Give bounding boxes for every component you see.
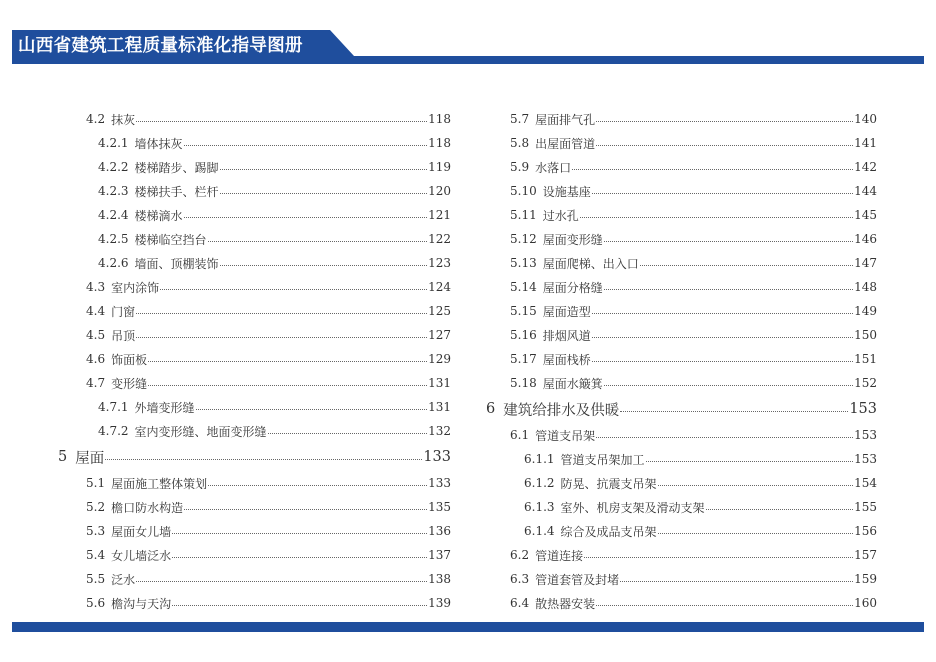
toc-entry-number: 5.8 [510,136,530,150]
document-title: 山西省建筑工程质量标准化指导图册 [18,36,303,56]
toc-entry-title: 屋面分格缝 [542,280,603,295]
toc-leader [220,169,428,170]
toc-entry [58,347,451,371]
toc-entry-title: 墙体抹灰 [134,136,183,151]
toc-entry-title: 排烟风道 [542,328,591,343]
toc-entry-number: 6.4 [510,596,530,610]
toc-page-number: 137 [428,548,451,562]
toc-page-number: 118 [428,112,451,126]
toc-page-number: 119 [428,160,451,174]
toc-entry-title: 吊顶 [111,328,136,343]
toc-leader [706,509,854,510]
toc-entry [58,543,451,567]
toc-entry [58,179,451,203]
toc-leader [604,289,853,290]
toc-entry [58,471,451,495]
toc-page-number: 144 [854,184,877,198]
toc-page-number: 152 [854,376,877,390]
toc-entry-number: 4.2.5 [98,232,129,246]
toc-entry [486,323,877,347]
toc-page-number: 123 [428,256,451,270]
toc-entry-title: 散热器安装 [535,596,596,611]
toc-entry-number: 6.3 [510,572,530,586]
toc-entry-title: 楼梯扶手、栏杆 [134,184,219,199]
toc-entry-number: 6.1.2 [524,476,555,490]
toc-entry-title: 屋面造型 [542,304,591,319]
toc-page-number: 154 [854,476,877,490]
toc-left-column [58,107,451,615]
toc-page-number: 146 [854,232,877,246]
toc-leader [640,265,853,266]
toc-page-number: 124 [428,280,451,294]
toc-entry-title: 设施基座 [542,184,591,199]
toc-entry-title: 水落口 [535,160,572,175]
toc-entry [486,471,877,495]
toc-leader [136,581,427,582]
toc-entry-title: 管道支吊架加工 [560,452,645,467]
toc-leader [604,241,853,242]
toc-leader [592,193,853,194]
toc-page-number: 129 [428,352,451,366]
toc-leader [596,121,853,122]
toc-leader [604,385,853,386]
toc-leader [184,145,428,146]
toc-entry-number: 5.6 [86,596,106,610]
toc-page-number: 136 [428,524,451,538]
toc-page-number: 147 [854,256,877,270]
toc-page-number: 141 [854,136,877,150]
toc-entry-number: 6.1.1 [524,452,555,466]
toc-entry [58,251,451,275]
toc-entry [486,275,877,299]
toc-entry-title: 过水孔 [542,208,579,223]
toc-entry-title: 室外、机房支架及滑动支架 [560,500,705,515]
toc-entry-number: 5.10 [510,184,537,198]
toc-entry [58,323,451,347]
toc-leader [136,121,427,122]
toc-entry-title: 屋面栈桥 [542,352,591,367]
toc-entry [58,419,451,443]
toc-page-number: 135 [428,500,451,514]
toc-entry-number: 6.1.3 [524,500,555,514]
toc-leader [172,557,427,558]
toc-entry [58,203,451,227]
toc-entry-number: 4.2.3 [98,184,129,198]
toc-entry-number: 4.4 [86,304,106,318]
toc-leader [592,337,853,338]
toc-entry [58,567,451,591]
toc-entry-title: 门窗 [111,304,136,319]
toc-entry-title: 室内变形缝、地面变形缝 [134,424,267,439]
toc-entry [58,395,451,419]
toc-entry-title: 屋面排气孔 [535,112,596,127]
toc-entry-title: 泛水 [111,572,136,587]
toc-entry-number: 4.2.6 [98,256,129,270]
toc-page-number: 145 [854,208,877,222]
toc-entry-title: 楼梯踏步、踢脚 [134,160,219,175]
toc-leader [646,461,854,462]
toc-entry [486,447,877,471]
toc-entry [58,519,451,543]
toc-page-number: 122 [428,232,451,246]
toc-leader [184,217,428,218]
toc-page-number: 153 [849,401,877,417]
toc-entry-number: 6.1.4 [524,524,555,538]
toc-leader [592,313,853,314]
toc-page-number: 150 [854,328,877,342]
toc-leader [105,459,422,460]
toc-entry-number: 5.11 [510,208,537,222]
toc-entry-title: 管道支吊架 [535,428,596,443]
toc-leader [658,485,854,486]
toc-leader [148,361,427,362]
toc-entry-title: 屋面 [75,450,105,467]
toc-chapter [486,395,877,423]
toc-entry-title: 外墙变形缝 [134,400,195,415]
toc-page-number: 140 [854,112,877,126]
toc-leader [268,433,428,434]
toc-entry-number: 5.15 [510,304,537,318]
toc-page-number: 133 [428,476,451,490]
toc-leader [208,485,427,486]
toc-entry-number: 4.2.4 [98,208,129,222]
toc-entry-number: 5.9 [510,160,530,174]
toc-entry-number: 4.5 [86,328,106,342]
toc-entry-title: 檐沟与天沟 [111,596,172,611]
toc-page-number: 127 [428,328,451,342]
toc-leader [596,605,853,606]
toc-page-number: 132 [428,424,451,438]
toc-leader [572,169,853,170]
toc-leader [208,241,428,242]
toc-page-number: 131 [428,400,451,414]
toc-entry-title: 墙面、顶棚装饰 [134,256,219,271]
toc-page-number: 153 [854,428,877,442]
toc-page-number: 160 [854,596,877,610]
toc-entry [58,107,451,131]
toc-entry [486,519,877,543]
toc-page-number: 118 [428,136,451,150]
toc-entry-number: 4.6 [86,352,106,366]
toc-entry [486,107,877,131]
toc-entry [58,495,451,519]
toc-entry-number: 5.1 [86,476,106,490]
toc-entry-title: 屋面爬梯、出入口 [542,256,639,271]
toc-entry [486,227,877,251]
toc-leader [620,411,848,412]
toc-leader [136,313,427,314]
toc-entry [486,495,877,519]
toc-page-number: 121 [428,208,451,222]
toc-leader [220,265,428,266]
toc-leader [658,533,854,534]
toc-page-number: 133 [423,449,451,465]
toc-entry-number: 4.7.1 [98,400,129,414]
toc-leader [160,289,427,290]
toc-entry-number: 5.13 [510,256,537,270]
toc-entry-number: 6.1 [510,428,530,442]
toc-leader [148,385,427,386]
toc-page-number: 149 [854,304,877,318]
toc-entry [58,155,451,179]
toc-entry [486,203,877,227]
toc-entry-number: 5.12 [510,232,537,246]
toc-entry [58,299,451,323]
toc-leader [184,509,427,510]
toc-entry-number: 4.7.2 [98,424,129,438]
toc-entry [486,371,877,395]
toc-entry-number: 4.2 [86,112,106,126]
toc-leader [620,581,853,582]
toc-page-number: 159 [854,572,877,586]
toc-entry-number: 5.3 [86,524,106,538]
toc-entry [486,299,877,323]
toc-leader [172,605,427,606]
toc-leader [220,193,428,194]
toc-entry-title: 建筑给排水及供暖 [503,402,620,419]
toc-entry [486,251,877,275]
toc-entry [58,275,451,299]
toc-page-number: 156 [854,524,877,538]
toc-entry-number: 5.7 [510,112,530,126]
toc-page-number: 142 [854,160,877,174]
toc-entry-title: 管道套管及封堵 [535,572,620,587]
toc-entry-title: 防晃、抗震支吊架 [560,476,657,491]
toc-entry [486,567,877,591]
toc-entry-title: 饰面板 [111,352,148,367]
toc-entry [486,131,877,155]
toc-leader [580,217,853,218]
toc-entry-number: 5 [58,449,68,465]
toc-leader [596,437,853,438]
toc-entry-number: 5.17 [510,352,537,366]
toc-leader [172,533,427,534]
toc-page-number: 151 [854,352,877,366]
toc-entry-number: 6.2 [510,548,530,562]
toc-entry-title: 综合及成品支吊架 [560,524,657,539]
toc-entry-title: 管道连接 [535,548,584,563]
toc-leader [136,337,427,338]
toc-entry-title: 女儿墙泛水 [111,548,172,563]
toc-entry-title: 屋面施工整体策划 [111,476,208,491]
toc-page-number: 139 [428,596,451,610]
toc-entry [58,131,451,155]
toc-leader [196,409,428,410]
toc-entry-number: 5.18 [510,376,537,390]
toc-chapter [58,443,451,471]
toc-entry [486,155,877,179]
toc-entry-number: 4.7 [86,376,106,390]
toc-entry-title: 屋面水簸箕 [542,376,603,391]
toc-leader [584,557,853,558]
toc-entry [58,371,451,395]
toc-entry-title: 出屋面管道 [535,136,596,151]
toc-entry-number: 4.2.1 [98,136,129,150]
toc-page-number: 138 [428,572,451,586]
toc-entry-title: 变形缝 [111,376,148,391]
toc-page-number: 148 [854,280,877,294]
toc-entry-title: 抹灰 [111,112,136,127]
toc-entry [486,591,877,615]
toc-entry-number: 4.2.2 [98,160,129,174]
toc-entry [486,179,877,203]
toc-entry-number: 6 [486,401,496,417]
toc-leader [592,361,853,362]
toc-entry-number: 5.16 [510,328,537,342]
toc-page-number: 120 [428,184,451,198]
toc-page-number: 125 [428,304,451,318]
toc-entry [486,543,877,567]
footer-bar [12,622,924,632]
toc-entry-number: 5.2 [86,500,106,514]
toc-entry [58,591,451,615]
toc-entry-number: 5.5 [86,572,106,586]
toc-entry-title: 室内涂饰 [111,280,160,295]
toc-entry-number: 5.4 [86,548,106,562]
toc-entry-title: 屋面变形缝 [542,232,603,247]
toc-entry-title: 楼梯滴水 [134,208,183,223]
toc-entry-number: 4.3 [86,280,106,294]
toc-page-number: 153 [854,452,877,466]
toc-entry [486,347,877,371]
toc-entry-title: 檐口防水构造 [111,500,184,515]
toc-entry [58,227,451,251]
toc-page-number: 131 [428,376,451,390]
toc-entry-title: 屋面女儿墙 [111,524,172,539]
toc-leader [596,145,853,146]
toc-entry [486,423,877,447]
toc-entry-number: 5.14 [510,280,537,294]
toc-page-number: 155 [854,500,877,514]
toc-entry-title: 楼梯临空挡台 [134,232,207,247]
toc-right-column [486,107,877,615]
toc-page-number: 157 [854,548,877,562]
